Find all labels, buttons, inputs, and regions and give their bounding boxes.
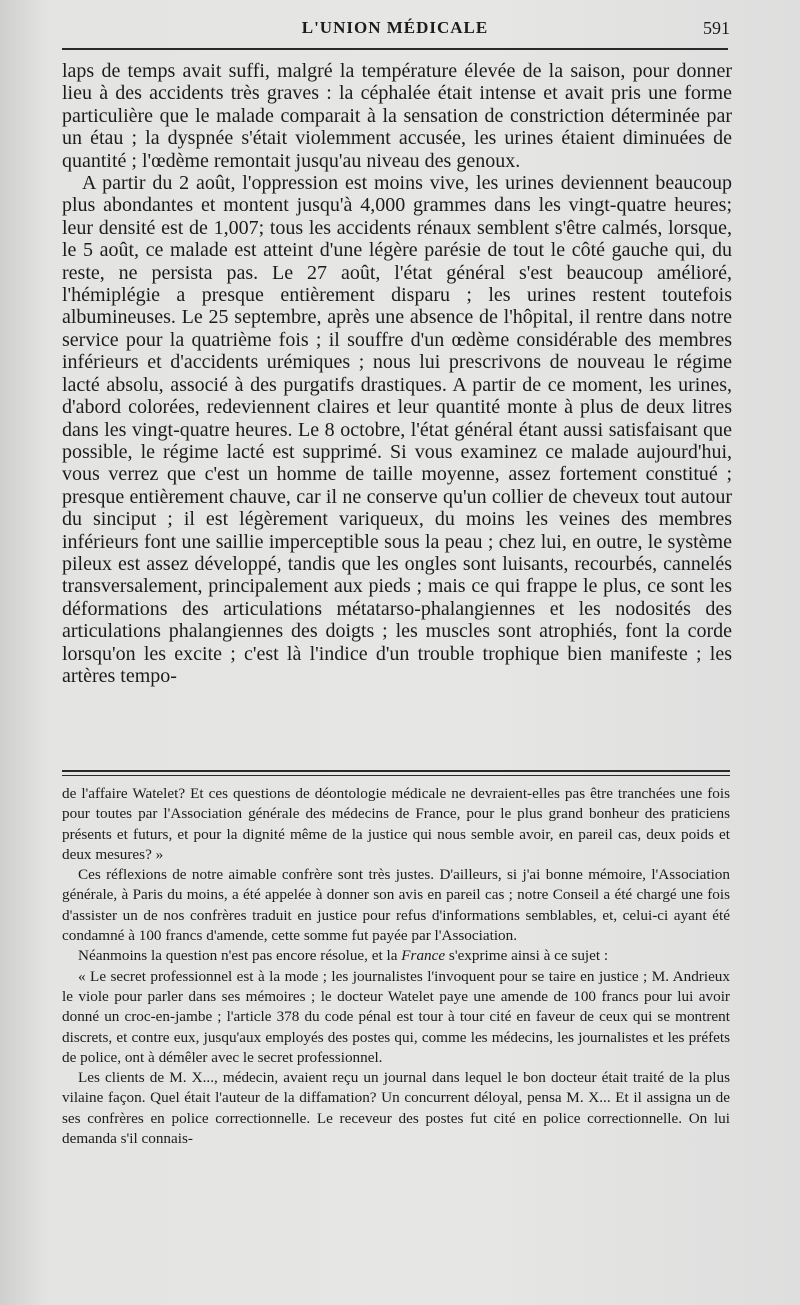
header-rule [62,48,728,50]
page-number: 591 [703,18,730,38]
main-text [62,60,732,687]
running-title: L'UNION MÉDICALE [301,18,489,37]
note-3-text-before: Néanmoins la question n'est pas encore résolue, et la [78,947,402,965]
main-paragraph-1: laps de temps avait suffi, malgré la température élevée de la saison, pour donner lieu à des accidents très graves : la céphalée était intense et avait pris une forme particulière que le malade comparait à la sensation de constriction déterminée par un étau ; la dyspnée s'était violemment accusée, les urines étaient diminuées de quantité ; l'œdème remontait jusqu'au niveau des genoux. [62,60,732,172]
page-header [60,14,730,44]
main-paragraph-2: A partir du 2 août, l'oppression est moins vive, les urines deviennent beaucoup plus abondantes et montent jusqu'à 4,000 grammes dans les vingt-quatre heures; leur densité est de 1,007; tous les accidents rénaux semblent s'être calmés, lorsque, le 5 août, ce malade est atteint d'une légère parésie de tout le côté gauche qui, du reste, ne persista pas. Le 27 août, l'état général s'est beaucoup amélioré, l'hémiplégie a presque entièrement disparu ; les urines restent toutefois albumineuses. Le 25 septembre, après une absence de l'hôpital, il rentre dans notre service pour la quatrième fois ; il souffre d'un œdème considérable des membres inférieurs et d'accidents urémiques ; nous lui prescrivons de nouveau le régime lacté absolu, associé à des purgatifs drastiques. A partir de ce moment, les urines, d'abord colorées, redeviennent claires et leur quantité monte à plus de deux litres dans les vingt-quatre heures. Le 8 octobre, l'état général étant aussi satisfaisant que possible, le régime lacté est supprimé. Si vous examinez ce malade aujourd'hui, vous verrez que c'est un homme de taille moyenne, assez fortement constitué ; presque entièrement chauve, car il ne conserve qu'un collier de cheveux tout autour du sinciput ; il est légèrement variqueux, du moins les veines des membres inférieurs font une saillie imperceptible sous la peau ; chez lui, en outre, le système pileux est assez développé, tandis que les ongles sont luisants, recourbés, cannelés transversalement, principalement aux pieds ; mais ce qui frappe le plus, ce sont les déformations des articulations métatarso-phalangiennes et les nodosités des articulations phalangiennes des doigts ; les muscles sont atrophiés, font la corde lorsqu'on les excite ; c'est là l'indice d'un trouble trophique bien manifeste ; les artères tempo- [62,172,732,687]
journal-name: France [401,947,446,965]
feuilleton-rule [62,770,730,776]
note-paragraph-2: Ces réflexions de notre aimable confrère sont très justes. D'ailleurs, si j'ai bonne mémoire, l'Association générale, à Paris du moins, a été appelée à donner son avis en pareil cas ; notre Conseil a été chargé une fois d'assister un de nos confrères traduit en justice pour refus d'informations semblables, et, celui-ci ayant été condamné à 100 francs d'amende, cette somme fut payée par l'Association. [62,866,730,945]
note-paragraph-1: de l'affaire Watelet? Et ces questions de déontologie médicale ne devraient-elles pas être tranchées une fois pour toutes par l'Association générale des médecins de France, pour le plus grand bonheur des praticiens présents et futurs, et pour la dignité même de la justice qui nous semble avoir, en pareil cas, deux poids et deux mesures? » [62,785,730,863]
note-3-text-after: s'exprime ainsi à ce sujet : [445,947,609,965]
note-paragraph-3 [62,946,730,966]
note-paragraph-5: Les clients de M. X..., médecin, avaient reçu un journal dans lequel le bon docteur était traité de la plus vilaine façon. Quel était l'auteur de la diffamation? Un concurrent déloyal, pensa M. X... Et il assigna un de ses confrères en police correctionnelle. Le receveur des postes fut cité en police correctionnelle. On lui demanda s'il connais- [62,1069,730,1148]
feuilleton-text [62,784,730,1149]
note-paragraph-4: « Le secret professionnel est à la mode ; les journalistes l'invoquent pour se taire en justice ; M. Andrieux le viole pour parler dans ses mémoires ; le docteur Watelet paye une amende de 100 francs pour lui avoir donné un croc-en-jambe ; l'article 378 du code pénal est tour à tour cité en faveur de ceux qui se montrent discrets, et contre eux, jusqu'aux employés des postes qui, comme les médecins, les journalistes et les préfets de police, ont à démêler avec le secret professionnel. [62,967,730,1066]
